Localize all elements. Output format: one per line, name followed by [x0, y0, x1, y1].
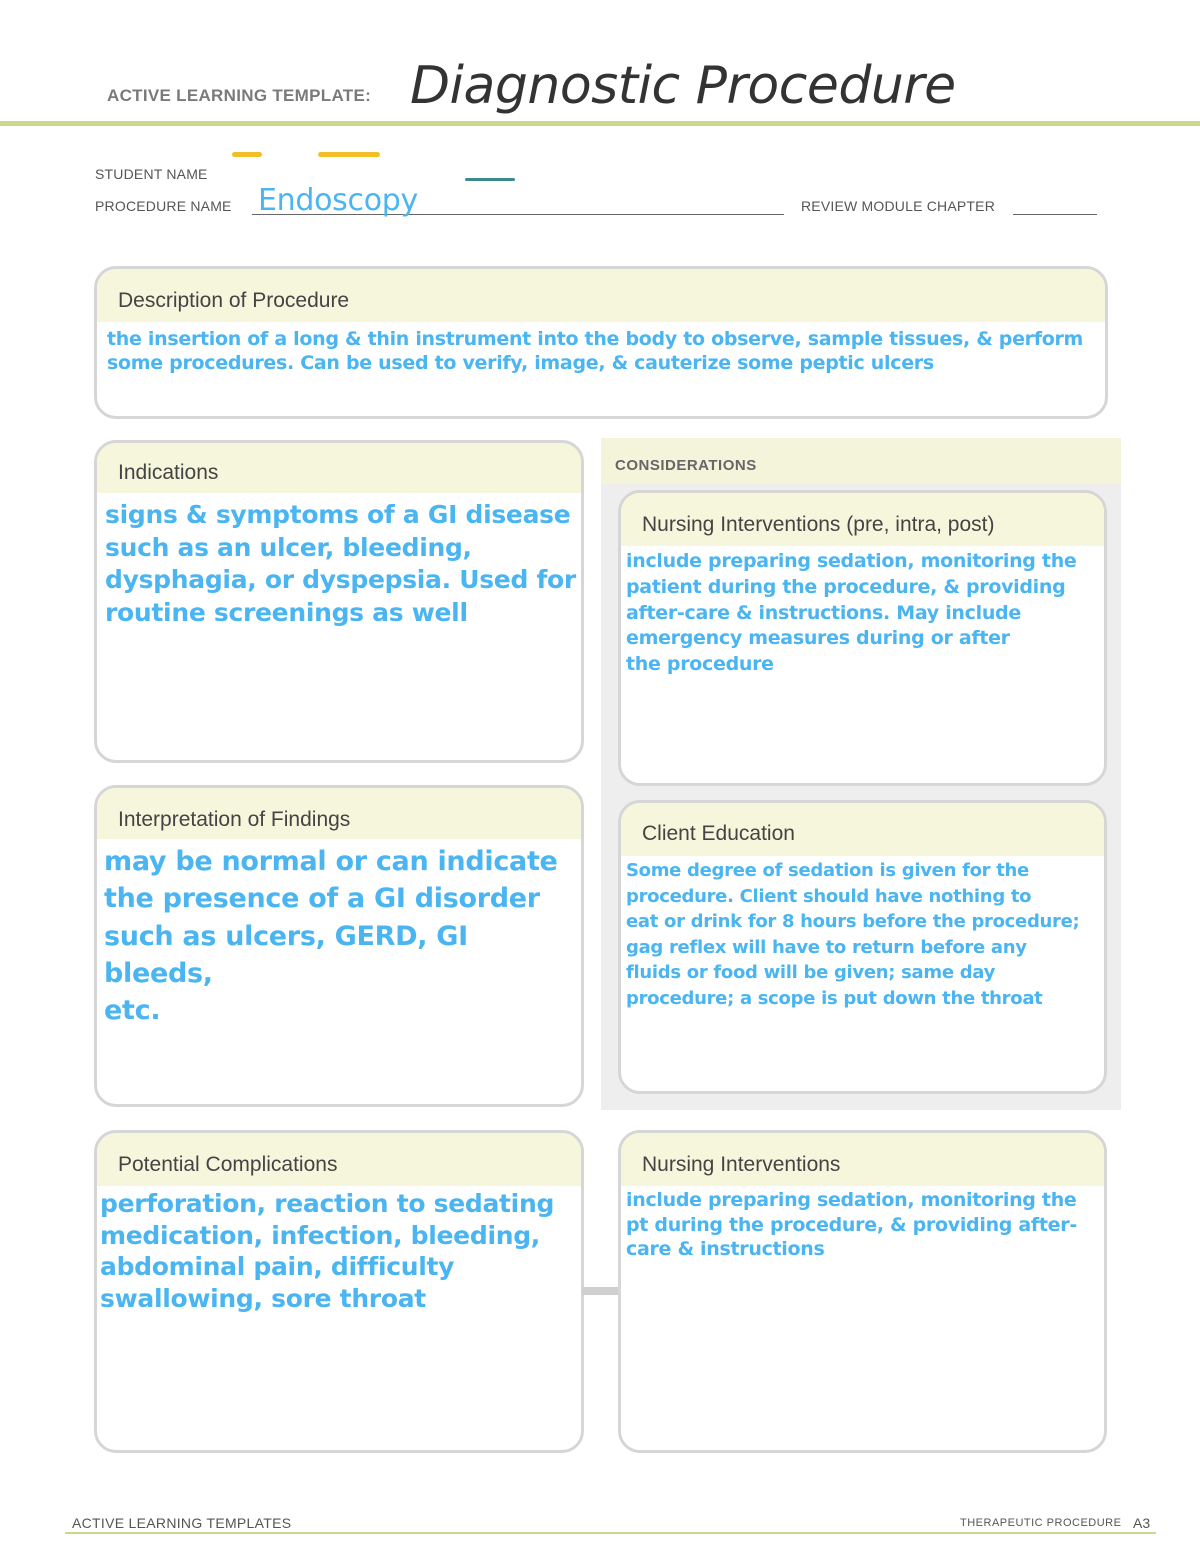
nursing-interventions-title: Nursing Interventions	[621, 1133, 1104, 1186]
description-title: Description of Procedure	[97, 269, 1105, 322]
footer-divider	[65, 1532, 1156, 1534]
client-education-text[interactable]: Some degree of sedation is given for the procedure. Client should have nothing to eat or drink for 8 hours before the procedure; gag reflex will have to return before any fluids or food will be given; same day procedure; a scope is put down the throat	[626, 860, 1080, 1009]
footer-page-number: A3	[1133, 1515, 1151, 1531]
description-text[interactable]: the insertion of a long & thin instrument into the body to observe, sample tissues, & perform some procedures. Can be used to verify, image, & cauterize some peptic ulcers	[107, 328, 1084, 374]
review-module-line[interactable]	[1013, 214, 1097, 215]
complications-title: Potential Complications	[97, 1133, 581, 1186]
footer-left: ACTIVE LEARNING TEMPLATES	[72, 1515, 292, 1531]
review-module-label: REVIEW MODULE CHAPTER	[801, 198, 995, 214]
redaction-mark	[232, 152, 262, 157]
client-education-box	[618, 800, 1107, 1094]
nursing-interventions-box	[618, 1130, 1107, 1453]
box-connector	[582, 1287, 619, 1295]
nursing-interventions-text[interactable]: include preparing sedation, monitoring the pt during the procedure, & providing after- care & instructions	[626, 1189, 1077, 1261]
page-title: Diagnostic Procedure	[410, 56, 956, 116]
complications-box	[94, 1130, 584, 1453]
redaction-mark	[465, 178, 515, 181]
footer-right: THERAPEUTIC PROCEDURE	[960, 1517, 1122, 1529]
nursing-pre-intra-post-text[interactable]: include preparing sedation, monitoring the patient during the procedure, & providing after-care & instructions. May include emergency measures during or after the procedure	[626, 550, 1077, 676]
considerations-title: CONSIDERATIONS	[601, 438, 1121, 484]
indications-text[interactable]: signs & symptoms of a GI disease such as an ulcer, bleeding, dysphagia, or dyspepsia. Used for routine screenings as well	[105, 500, 576, 627]
redaction-mark	[318, 152, 380, 157]
description-box	[94, 266, 1108, 419]
header-divider	[0, 121, 1200, 126]
nursing-pre-intra-post-box	[618, 490, 1107, 786]
procedure-name-label: PROCEDURE NAME	[95, 198, 232, 214]
interpretation-title: Interpretation of Findings	[97, 788, 581, 839]
nursing-pre-intra-post-title: Nursing Interventions (pre, intra, post)	[621, 493, 1104, 546]
template-label: ACTIVE LEARNING TEMPLATE:	[107, 86, 372, 105]
complications-text[interactable]: perforation, reaction to sedating medication, infection, bleeding, abdominal pain, difficulty swallowing, sore throat	[100, 1189, 555, 1313]
client-education-title: Client Education	[621, 803, 1104, 856]
student-name-label: STUDENT NAME	[95, 166, 208, 182]
interpretation-text[interactable]: may be normal or can indicate the presence of a GI disorder such as ulcers, GERD, GI bleeds, etc.	[104, 846, 558, 1026]
indications-title: Indications	[97, 443, 581, 493]
indications-box	[94, 440, 584, 763]
procedure-name-value[interactable]: Endoscopy	[258, 183, 418, 218]
interpretation-box	[94, 785, 584, 1107]
